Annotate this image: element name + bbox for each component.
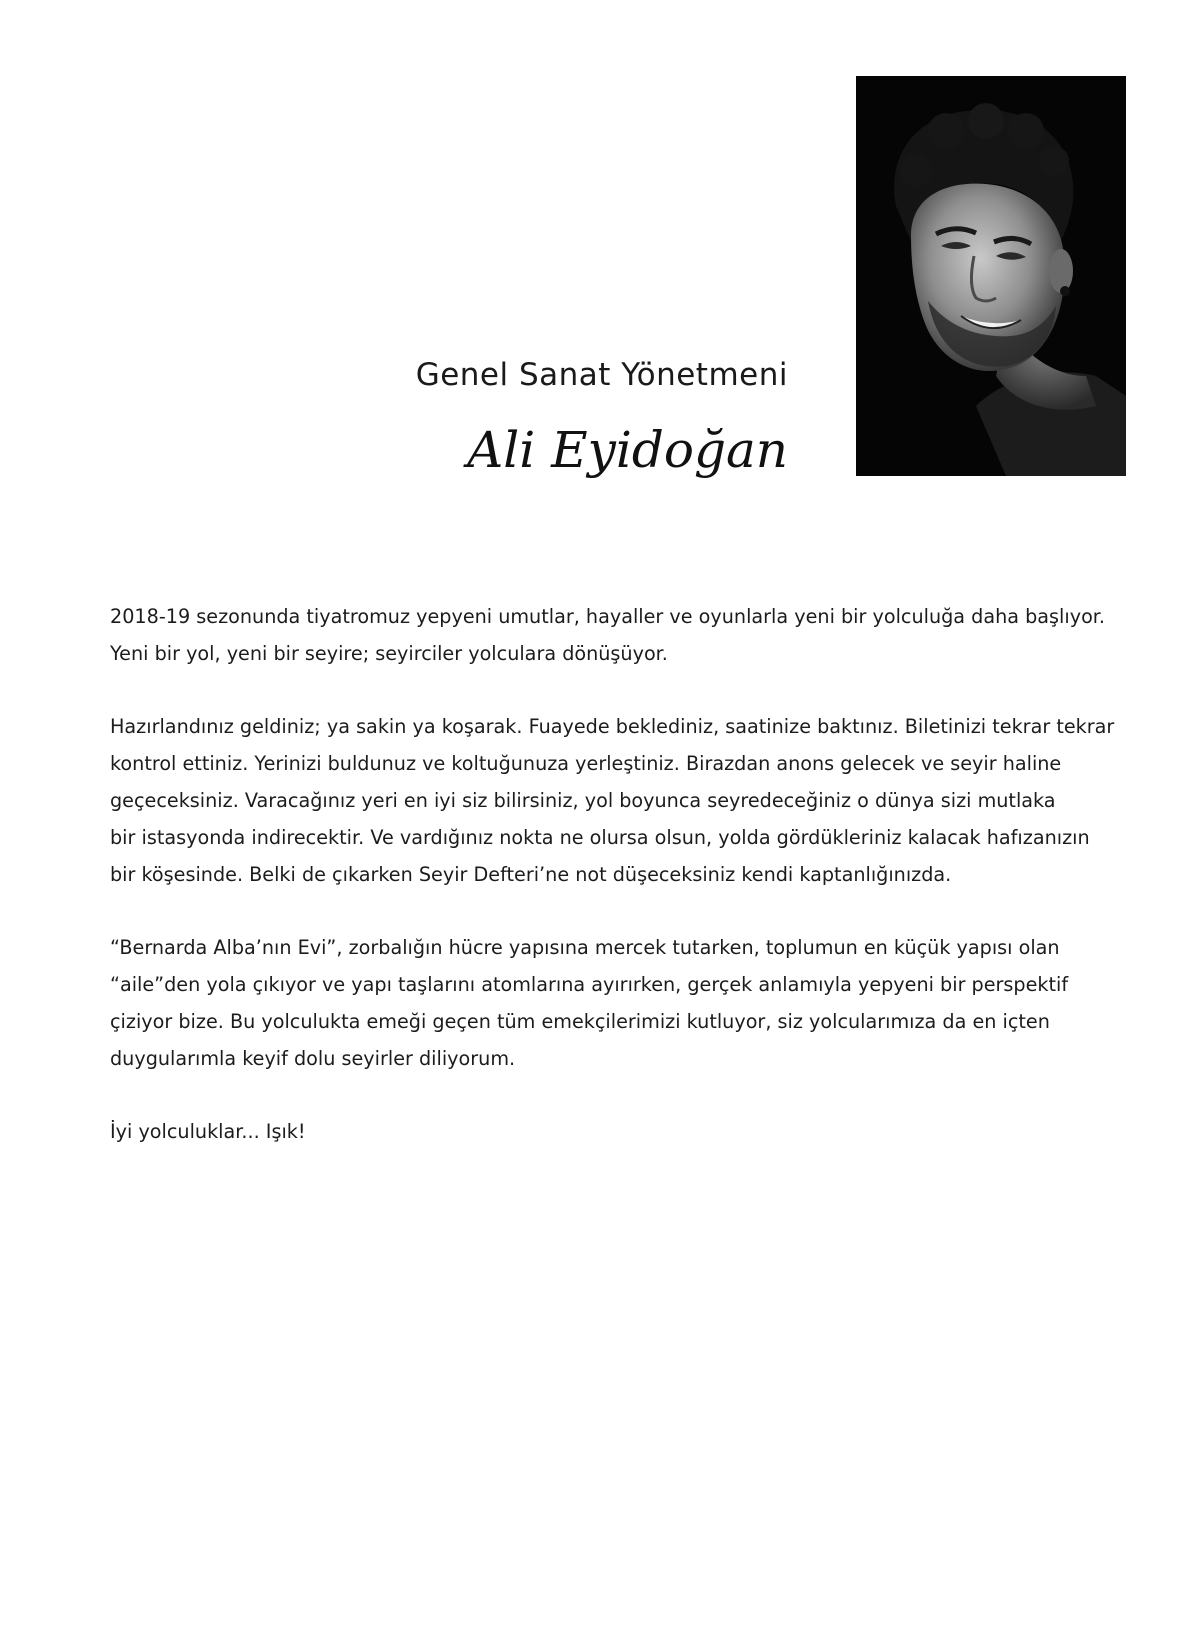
text-line: Hazırlandınız geldiniz; ya sakin ya koşarak. Fuayede beklediniz, saatinize baktınız. Biletinizi tekrar tekrar [110,715,1115,738]
text-line: “Bernarda Alba’nın Evi”, zorbalığın hücre yapısına mercek tutarken, toplumun en küçük yapısı olan [110,936,1060,959]
text-line: geçeceksiniz. Varacağınız yeri en iyi siz bilirsiniz, yol boyunca seyredeceğiniz o dünya sizi mutlaka [110,789,1056,812]
director-portrait [856,76,1126,476]
paragraph-3 [110,929,1095,1077]
paragraph-1 [110,598,1106,672]
text-line: bir köşesinde. Belki de çıkarken Seyir Defteri’ne not düşeceksiniz kendi kaptanlığınızda. [110,863,952,886]
text-line: İyi yolculuklar... Işık! [110,1120,306,1143]
director-name: Ali Eyidoğan [467,421,788,479]
text-line: duygularımla keyif dolu seyirler diliyorum. [110,1047,516,1070]
text-line: “aile”den yola çıkıyor ve yapı taşlarını atomlarına ayırırken, gerçek anlamıyla yepyeni bir perspektif [110,973,1069,996]
text-line: Yeni bir yol, yeni bir seyire; seyirciler yolculara dönüşüyor. [110,642,668,665]
paragraph-2 [110,708,1115,893]
text-line: çiziyor bize. Bu yolculukta emeği geçen tüm emekçilerimizi kutluyor, siz yolcularımıza da en içten [110,1010,1050,1033]
role-title: Genel Sanat Yönetmeni [415,357,788,393]
heading-block [415,357,788,479]
letter-body [110,598,1115,1186]
text-line: kontrol ettiniz. Yerinizi buldunuz ve koltuğunuza yerleştiniz. Birazdan anons gelecek ve seyir haline [110,752,1062,775]
text-line: 2018-19 sezonunda tiyatromuz yepyeni umutlar, hayaller ve oyunlarla yeni bir yolculuğa daha başlıyor. [110,605,1106,628]
text-line: bir istasyonda indirecektir. Ve vardığınız nokta ne olursa olsun, yolda gördükleriniz kalacak hafızanızın [110,826,1090,849]
portrait-photo [856,76,1126,476]
paragraph-4 [110,1113,1095,1150]
